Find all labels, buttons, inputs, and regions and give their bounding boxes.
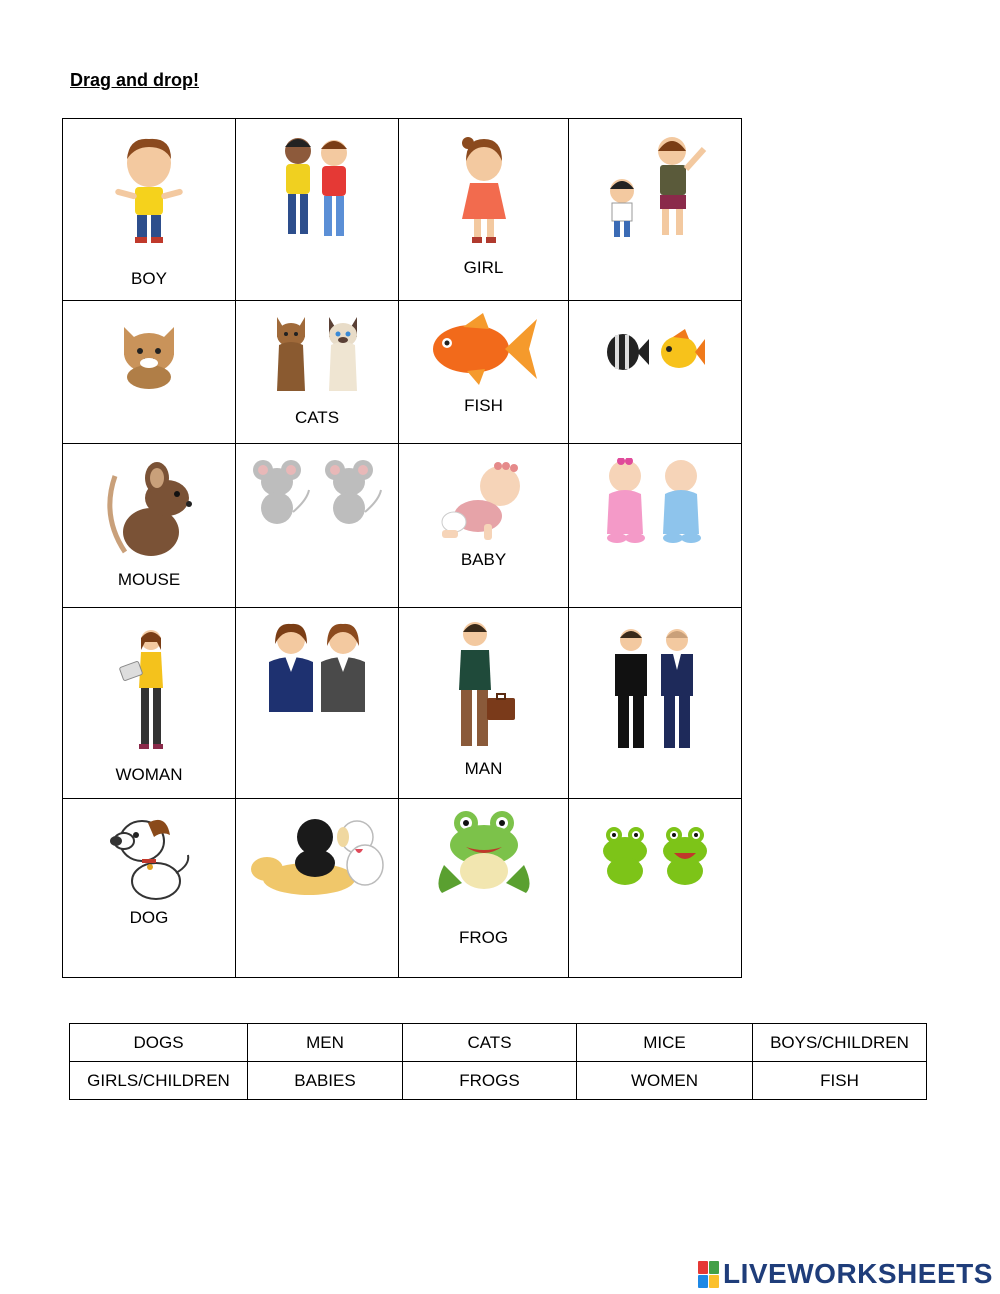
picture-grid [62,118,742,978]
fish-icon [399,311,568,387]
two-babies-icon [569,458,741,546]
grid-cell-two-fish [569,301,742,444]
cell-label: FROG [458,928,509,947]
cell-label: DOG [129,908,169,927]
grid-cell-cats [236,301,399,444]
cell-label: FISH [464,396,503,415]
grid-cell-mice [236,444,399,608]
word-tile[interactable]: FISH [753,1062,927,1100]
word-tile[interactable]: CATS [403,1024,577,1062]
grid-cell-dogs [236,799,399,978]
two-men-icon [569,626,741,752]
grid-cell-man [399,608,569,799]
two-boys-icon [236,131,398,241]
liveworksheets-logo [698,1258,993,1290]
two-frogs-icon [569,825,741,887]
two-dogs-icon [236,815,398,901]
cell-label: MOUSE [117,570,181,589]
dog-icon [63,811,235,903]
cell-label: BOY [131,269,167,288]
word-tile[interactable]: DOGS [70,1024,248,1062]
word-tile[interactable]: MICE [577,1024,753,1062]
grid-cell-boy [63,119,236,301]
word-tile[interactable]: FROGS [403,1062,577,1100]
cell-label: MAN [464,759,503,778]
baby-icon [399,458,568,544]
grid-cell-frogs [569,799,742,978]
two-women-icon [236,622,398,716]
grid-cell-babies [569,444,742,608]
woman-icon [63,628,235,758]
two-cats-icon [236,311,398,395]
word-tile[interactable]: WOMEN [577,1062,753,1100]
logo-text: LIVEWORKSHEETS [723,1258,993,1289]
grid-cell-fish [399,301,569,444]
grid-cell-dog [63,799,236,978]
cat-icon [63,319,235,389]
grid-cell-girls [569,119,742,301]
grid-cell-men [569,608,742,799]
man-icon [399,620,568,750]
grid-cell-baby [399,444,569,608]
word-tile[interactable]: BABIES [248,1062,403,1100]
cell-label: BABY [460,550,507,569]
frog-icon [399,809,568,897]
mouse-icon [63,456,235,562]
grid-cell-woman [63,608,236,799]
grid-cell-girl [399,119,569,301]
cell-label: WOMAN [115,765,183,784]
grid-cell-frog [399,799,569,978]
logo-blocks-icon [698,1261,719,1288]
girl-icon [399,133,568,245]
word-bank [69,1023,927,1100]
two-girls-icon [569,133,741,239]
grid-cell-mouse [63,444,236,608]
boy-icon [63,133,235,245]
cell-label: CATS [294,408,340,427]
grid-cell-women [236,608,399,799]
grid-cell-cat [63,301,236,444]
word-tile[interactable]: BOYS/CHILDREN [753,1024,927,1062]
grid-cell-boys [236,119,399,301]
cell-label: GIRL [463,258,504,277]
two-mice-icon [236,460,398,526]
two-fish-icon [569,327,741,377]
word-tile[interactable]: GIRLS/CHILDREN [70,1062,248,1100]
page-title: Drag and drop! [70,70,199,90]
word-tile[interactable]: MEN [248,1024,403,1062]
